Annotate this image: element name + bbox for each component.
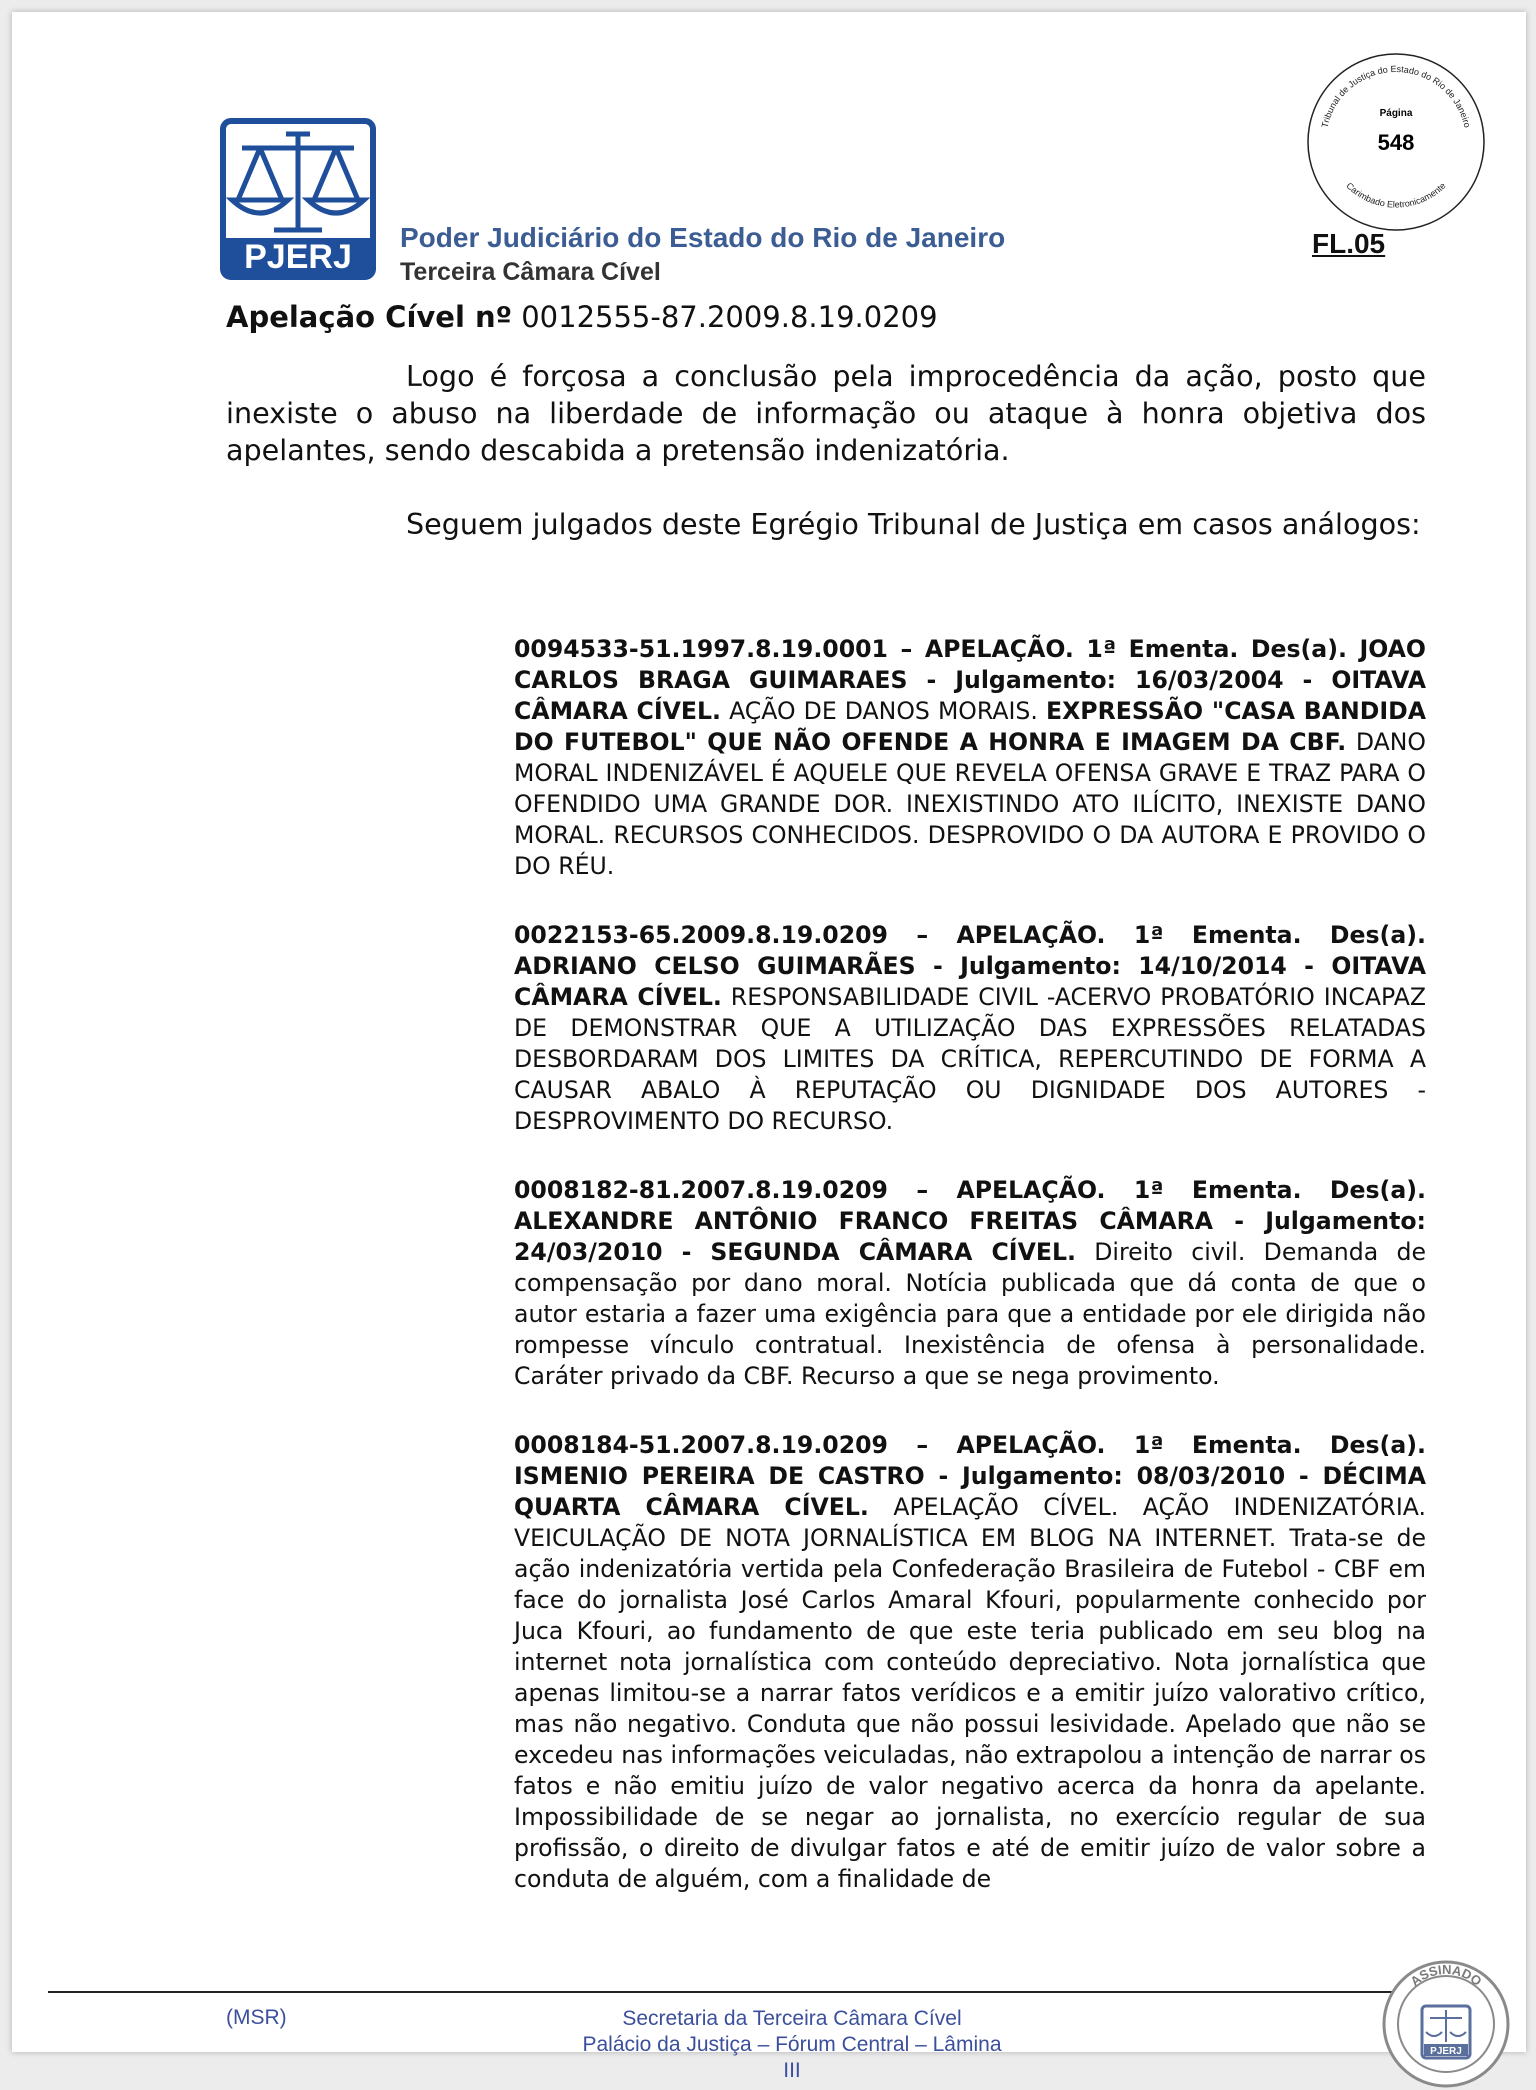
- electronic-stamp: [1304, 50, 1488, 234]
- citation-1: [514, 634, 1426, 882]
- case-number: 0012555-87.2009.8.19.0209: [521, 300, 938, 334]
- citation-1-text-2: DANO MORAL INDENIZÁVEL É AQUELE QUE REVELA OFENSA GRAVE E TRAZ PARA O OFENDIDO UMA GRANDE DOR. INEXISTINDO ATO ILÍCITO, INEXISTE DANO MORAL. RECURSOS CONHECIDOS. DESPROVIDO O DA AUTORA E PROVIDO O DO RÉU.: [514, 728, 1426, 880]
- folio-number: FL.05: [1312, 228, 1386, 259]
- citation-3-header: 0008182-81.2007.8.19.0209 – APELAÇÃO. 1ª Ementa. Des(a). ALEXANDRE ANTÔNIO FRANCO FREITAS CÂMARA - Julgamento: 24/03/2010 - SEGUNDA CÂMARA CÍVEL.: [514, 1176, 1426, 1266]
- stamp-ring-top: Tribunal de Justiça do Estado do Rio de Janeiro: [1319, 63, 1473, 129]
- stamp-ring-bottom: Carimbado Eletronicamente: [1344, 180, 1448, 210]
- citation-4-text: APELAÇÃO CÍVEL. AÇÃO INDENIZATÓRIA. VEICULAÇÃO DE NOTA JORNALÍSTICA EM BLOG NA INTERNET. Trata-se de ação indenizatória vertida pela Confederação Brasileira de Futebol - CBF em face do jornalista José Carlos Amaral Kfouri, popularmente conhecido por Juca Kfouri, ao fundamento de que este teria publicado em seu blog na internet nota jornalística com conteúdo depreciativo. Nota jornalística que apenas limitou-se a narrar fatos verídicos e a emitir juízo valorativo crítico, mas não negativo. Conduta que não possui lesividade. Apelado que não se excedeu nas informações veiculadas, não extrapolou a intenção de narrar os fatos e não emitiu juízo de valor negativo acerca da honra da apelante. Impossibilidade de se negar ao jornalista, no exercício regular de sua profissão, o direito de divulgar fatos e até de emitir juízo de valor sobre a conduta de alguém, com a finalidade de: [514, 1493, 1426, 1893]
- citation-4: [514, 1430, 1426, 1895]
- paragraph-conclusion-text: Logo é forçosa a conclusão pela improcedência da ação, posto que inexiste o abuso na liberdade de informação ou ataque à honra objetiva dos apelantes, sendo descabida a pretensão indenizatória.: [226, 359, 1426, 467]
- paragraph-conclusion: [226, 358, 1426, 469]
- footer-secretariat: [572, 2006, 1012, 2084]
- footer-secretariat-line2: Palácio da Justiça – Fórum Central – Lâmina III: [582, 2033, 1002, 2082]
- citation-2-header: 0022153-65.2009.8.19.0209 – APELAÇÃO. 1ª Ementa. Des(a). ADRIANO CELSO GUIMARÃES - Julgamento: 14/10/2014 - OITAVA CÂMARA CÍVEL.: [514, 921, 1426, 1011]
- citation-2-text: RESPONSABILIDADE CIVIL -ACERVO PROBATÓRIO INCAPAZ DE DEMONSTRAR QUE A UTILIZAÇÃO DAS EXPRESSÕES RELATADAS DESBORDARAM DOS LIMITES DA CRÍTICA, REPERCUTINDO DE FORMA A CAUSAR ABALO À REPUTAÇÃO OU DIGNIDADE DOS AUTORES - DESPROVIMENTO DO RECURSO.: [514, 983, 1426, 1135]
- organization-name: Poder Judiciário do Estado do Rio de Janeiro: [400, 222, 1006, 253]
- signature-seal: [1380, 1958, 1512, 2090]
- citation-2: [514, 920, 1426, 1137]
- footer-secretariat-line1: Secretaria da Terceira Câmara Cível: [622, 2007, 962, 2030]
- citation-3: [514, 1175, 1426, 1392]
- pjerj-logo: [220, 118, 376, 280]
- footer-author-initials: (MSR): [226, 2006, 287, 2029]
- citation-4-header: 0008184-51.2007.8.19.0209 – APELAÇÃO. 1ª Ementa. Des(a). ISMENIO PEREIRA DE CASTRO - Julgamento: 08/03/2010 - DÉCIMA QUARTA CÂMARA CÍVEL.: [514, 1431, 1426, 1521]
- seal-logo-text: PJERJ: [1430, 2046, 1462, 2057]
- footer-divider: [48, 1991, 1428, 1993]
- citation-1-header: 0094533-51.1997.8.19.0001 – APELAÇÃO. 1ª Ementa. Des(a). JOAO CARLOS BRAGA GUIMARAES - Julgamento: 16/03/2004 - OITAVA CÂMARA CÍVEL.: [514, 635, 1426, 725]
- citation-1-text: AÇÃO DE DANOS MORAIS.: [729, 697, 1038, 725]
- paragraph-precedents-intro: [226, 506, 1426, 543]
- stamp-page-label: Página: [1379, 108, 1413, 119]
- stamp-page-number: 548: [1377, 130, 1415, 155]
- case-label: Apelação Cível nº: [226, 300, 512, 334]
- citations-list: [514, 634, 1426, 1933]
- seal-top-text: ASSINADO: [1407, 1961, 1485, 1989]
- citation-3-text: Direito civil. Demanda de compensação por dano moral. Notícia publicada que dá conta de que o autor estaria a fazer uma exigência para que a entidade por ele dirigida não rompesse vínculo contratual. Inexistência de ofensa à personalidade. Caráter privado da CBF. Recurso a que se nega provimento.: [514, 1238, 1426, 1390]
- document-page: [12, 12, 1526, 2082]
- logo-text: PJERJ: [244, 238, 352, 276]
- case-heading: [226, 300, 938, 334]
- citation-1-bold-ementa: EXPRESSÃO "CASA BANDIDA DO FUTEBOL" QUE NÃO OFENDE A HONRA E IMAGEM DA CBF.: [514, 697, 1426, 756]
- paragraph-precedents-text: Seguem julgados deste Egrégio Tribunal de Justiça em casos análogos:: [406, 507, 1421, 541]
- chamber-name: Terceira Câmara Cível: [400, 258, 661, 286]
